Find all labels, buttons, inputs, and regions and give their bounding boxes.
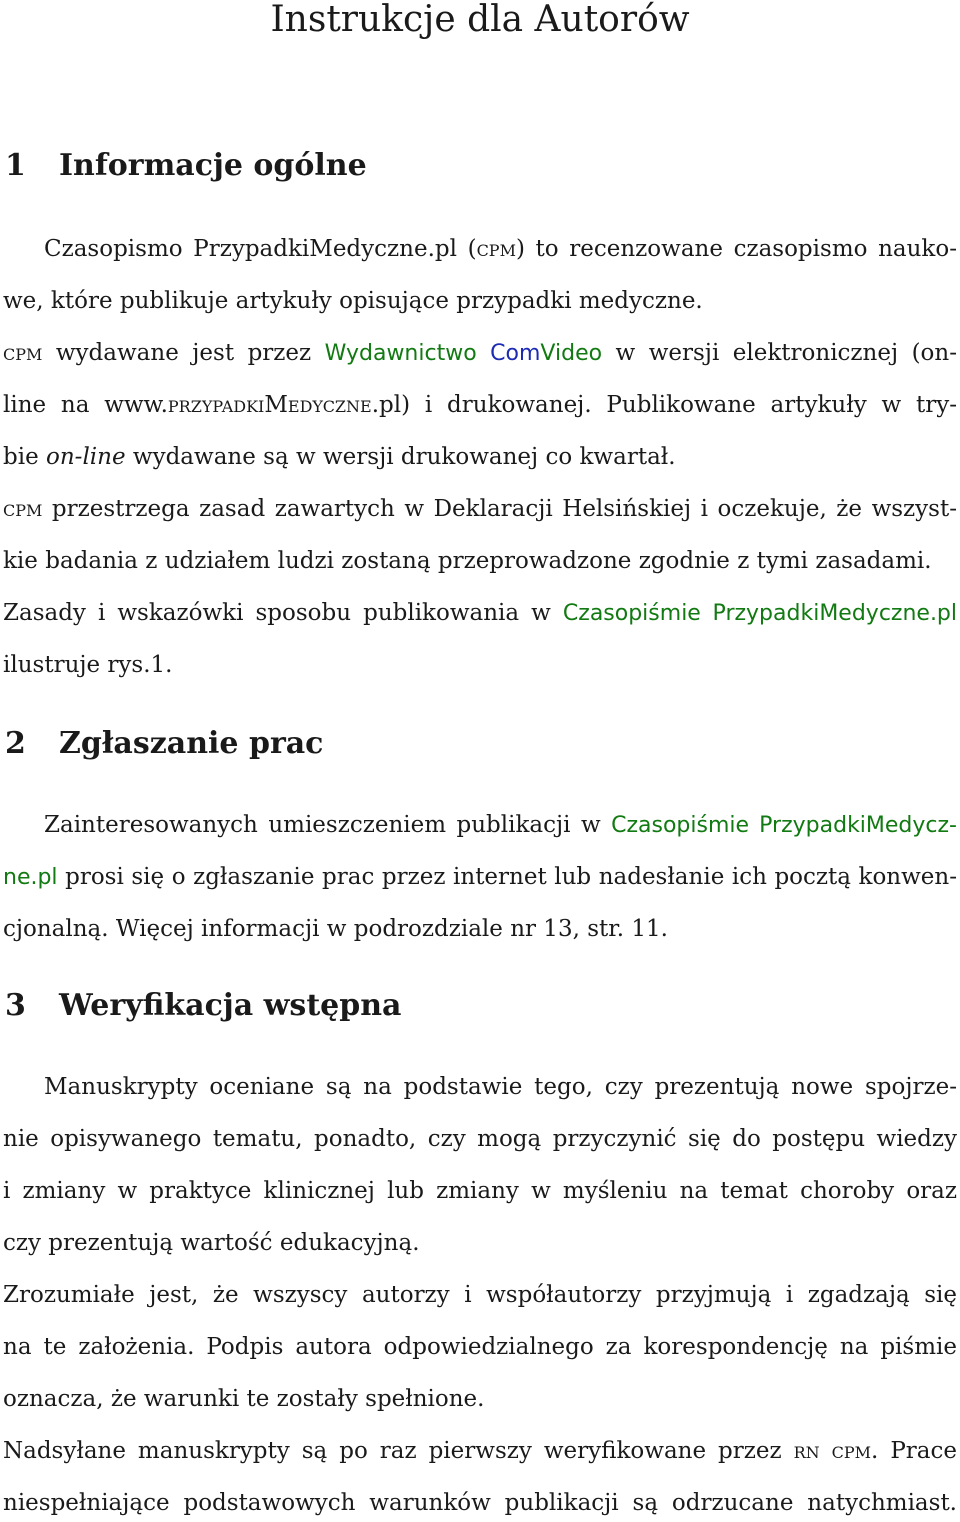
paragraph-line [3, 494, 957, 524]
website-name: przypadkiMedyczne [167, 392, 372, 418]
paragraph-line [3, 338, 957, 368]
section-1-heading [5, 146, 367, 186]
paragraph-line [3, 390, 957, 420]
comvideo-link-video[interactable]: Video [540, 341, 603, 366]
emphasis-online: on-line [46, 444, 126, 470]
text-span: ) to recenzowane czasopismo nauko- [515, 236, 957, 262]
text-span: przestrzega zasad zawartych w Deklaracji Helsińskiej i oczekuje, że wszyst- [42, 496, 957, 522]
text-span: line na www. [3, 392, 168, 418]
paragraph-line: na te założenia. Podpis autora odpowiedzialnego za korespondencję na piśmie [3, 1334, 957, 1360]
paragraph-line: Manuskrypty oceniane są na podstawie tego, czy prezentują nowe spojrze- [44, 1074, 957, 1100]
paragraph-line: i zmiany w praktyce klinicznej lub zmiany w myśleniu na temat choroby oraz [3, 1178, 957, 1204]
text-span: .pl) i drukowanej. Publikowane artykuły w try- [371, 392, 957, 418]
paragraph-line: ilustruje rys.1. [3, 652, 173, 678]
text-span: w wersji elektronicznej (on- [602, 340, 957, 366]
paragraph-line: oznacza, że warunki te zostały spełnione. [3, 1386, 485, 1412]
section-1-number: 1 [5, 148, 26, 183]
paragraph-line: Zrozumiałe jest, że wszyscy autorzy i współautorzy przyjmują i zgadzają się [3, 1282, 957, 1308]
text-span: Czasopismo PrzypadkiMedyczne.pl ( [44, 236, 477, 262]
paragraph-line: nie opisywanego tematu, ponadto, czy mogą przyczynić się do postępu wiedzy [3, 1126, 957, 1152]
paragraph-line: czy prezentują wartość edukacyjną. [3, 1230, 420, 1256]
section-3-number: 3 [5, 988, 26, 1023]
text-span: bie [3, 444, 47, 470]
text-span: wydawane jest przez [42, 340, 325, 366]
journal-link[interactable]: Czasopiśmie PrzypadkiMedyczne.pl [562, 601, 958, 626]
section-3-heading [5, 986, 402, 1026]
journal-link[interactable]: ne.pl [3, 865, 58, 890]
publisher-link[interactable]: Wydawnictwo [324, 341, 477, 366]
section-2-number: 2 [5, 726, 26, 761]
text-span [820, 1438, 832, 1464]
paragraph-line [3, 1436, 957, 1466]
cpm-abbr: cpm [476, 236, 516, 262]
text-span: Nadsyłane manuskrypty są po raz pierwszy weryfikowane przez [3, 1438, 794, 1464]
text-span: Zasady i wskazówki sposobu publikowania w [3, 600, 563, 626]
text-span: . Prace [871, 1438, 957, 1464]
paragraph-line [3, 442, 957, 472]
section-3-title: Weryfikacja wstępna [59, 988, 402, 1023]
text-span: prosi się o zgłaszanie prac przez internet lub nadesłanie ich pocztą konwen- [57, 864, 957, 890]
cpm-abbr: cpm [3, 340, 43, 366]
text-span: Zainteresowanych umieszczeniem publikacji w [44, 812, 612, 838]
journal-link[interactable]: Czasopiśmie PrzypadkiMedycz- [611, 813, 957, 838]
section-2-heading [5, 724, 323, 764]
paragraph-line [44, 234, 957, 264]
paragraph-line [44, 810, 957, 840]
paragraph-line [3, 598, 957, 628]
section-1-title: Informacje ogólne [59, 148, 367, 183]
section-2-title: Zgłaszanie prac [59, 726, 324, 761]
paragraph-line: niespełniające podstawowych warunków publikacji są odrzucane natychmiast. [3, 1490, 957, 1516]
text-span: wydawane są w wersji drukowanej co kwartał. [125, 444, 676, 470]
document-title: Instrukcje dla Autorów [270, 0, 690, 40]
comvideo-link-com[interactable]: Com [490, 341, 541, 366]
rn-abbr: rn [793, 1438, 820, 1464]
paragraph-line: cjonalną. Więcej informacji w podrozdziale nr 13, str. 11. [3, 916, 668, 942]
cpm-abbr: cpm [3, 496, 43, 522]
paragraph-line [3, 862, 957, 892]
paragraph-line: we, które publikuje artykuły opisujące przypadki medyczne. [3, 288, 703, 314]
cpm-abbr: cpm [831, 1438, 872, 1464]
paragraph-line: kie badania z udziałem ludzi zostaną przeprowadzone zgodnie z tymi zasadami. [3, 548, 932, 574]
